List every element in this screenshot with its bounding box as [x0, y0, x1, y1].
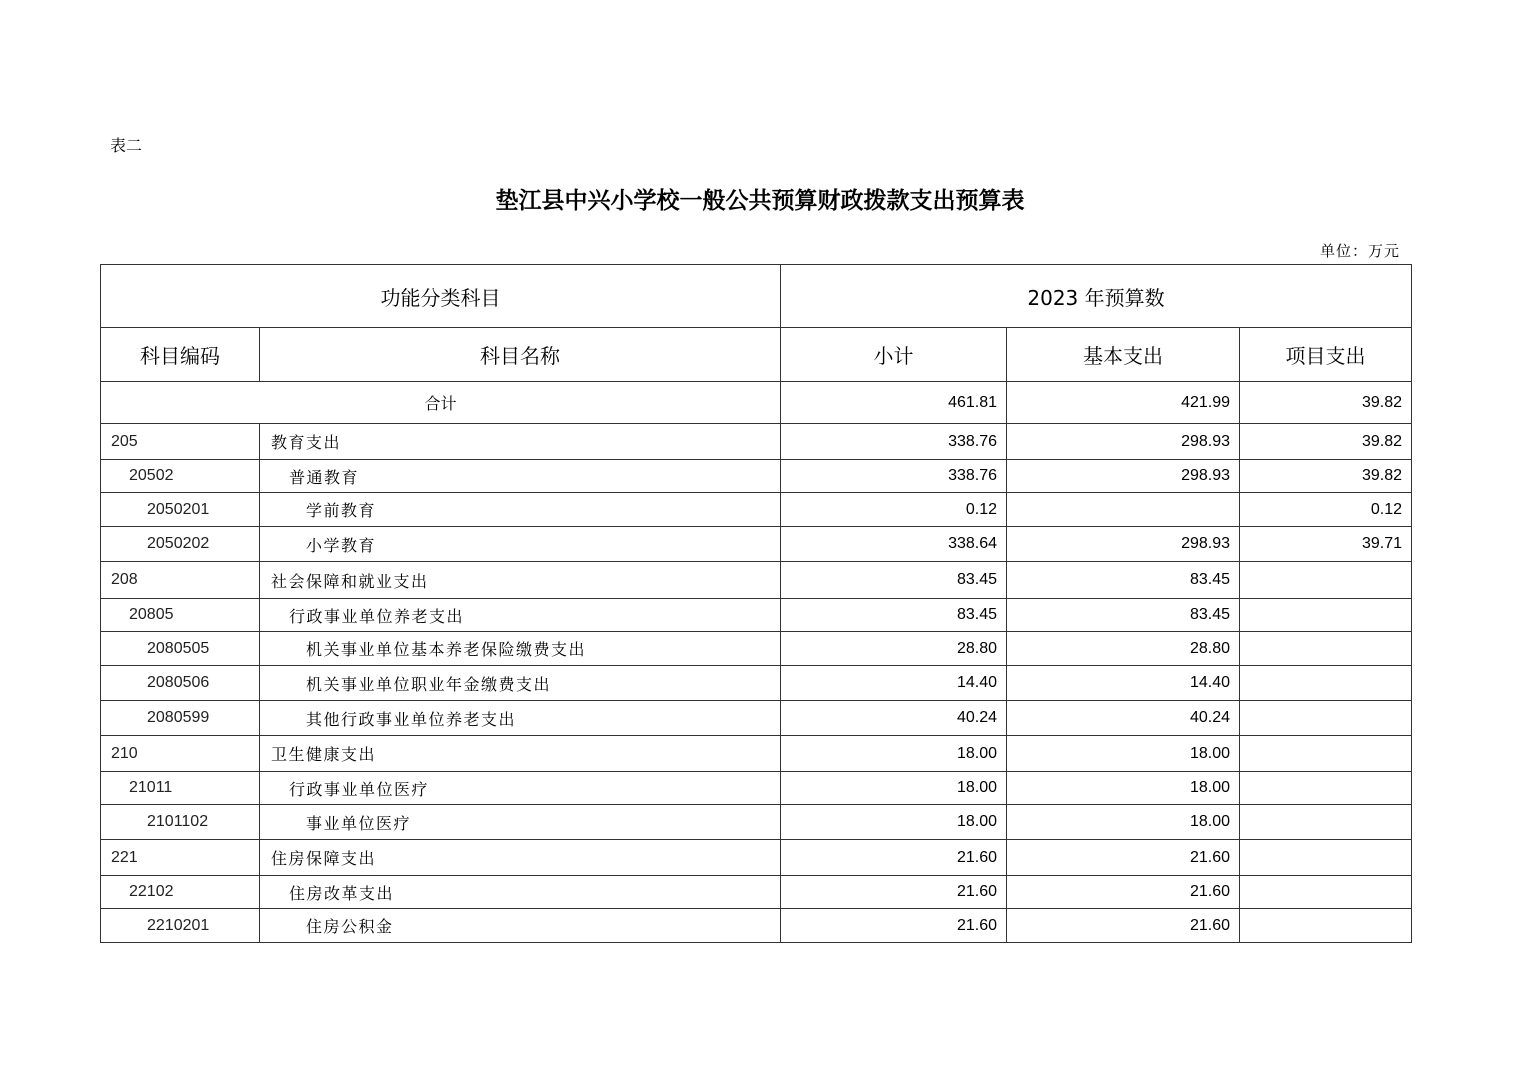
row-subtotal: 83.45	[781, 562, 1007, 599]
row-basic: 18.00	[1007, 772, 1240, 805]
row-basic	[1007, 493, 1240, 527]
row-subtotal: 21.60	[781, 840, 1007, 876]
row-subtotal: 28.80	[781, 632, 1007, 666]
row-name: 住房保障支出	[260, 840, 781, 876]
table-row	[101, 632, 1412, 666]
row-subtotal: 14.40	[781, 666, 1007, 701]
row-basic: 21.60	[1007, 909, 1240, 943]
table-row	[101, 909, 1412, 943]
row-name: 行政事业单位养老支出	[260, 599, 781, 632]
row-subtotal: 18.00	[781, 805, 1007, 840]
row-project	[1240, 805, 1412, 840]
row-subtotal: 338.64	[781, 527, 1007, 562]
row-code: 2080599	[101, 701, 260, 736]
row-basic: 21.60	[1007, 876, 1240, 909]
row-project	[1240, 840, 1412, 876]
row-basic: 83.45	[1007, 599, 1240, 632]
header-project: 项目支出	[1240, 328, 1412, 382]
row-name: 学前教育	[260, 493, 781, 527]
row-basic: 298.93	[1007, 460, 1240, 493]
table-row	[101, 424, 1412, 460]
total-project: 39.82	[1240, 382, 1412, 424]
row-subtotal: 21.60	[781, 876, 1007, 909]
total-row	[101, 382, 1412, 424]
row-code: 2080506	[101, 666, 260, 701]
row-project: 39.82	[1240, 460, 1412, 493]
row-name: 行政事业单位医疗	[260, 772, 781, 805]
header-year-budget: 2023 年预算数	[781, 265, 1412, 328]
row-code: 205	[101, 424, 260, 460]
row-subtotal: 0.12	[781, 493, 1007, 527]
row-project	[1240, 599, 1412, 632]
header-category: 功能分类科目	[101, 265, 781, 328]
row-project	[1240, 876, 1412, 909]
table-row	[101, 701, 1412, 736]
row-subtotal: 83.45	[781, 599, 1007, 632]
header-row-top	[101, 265, 1412, 328]
row-code: 20805	[101, 599, 260, 632]
table-row	[101, 805, 1412, 840]
row-code: 21011	[101, 772, 260, 805]
table-row	[101, 840, 1412, 876]
row-name: 住房改革支出	[260, 876, 781, 909]
row-project	[1240, 562, 1412, 599]
table-row	[101, 736, 1412, 772]
row-name: 事业单位医疗	[260, 805, 781, 840]
table-row	[101, 460, 1412, 493]
row-basic: 18.00	[1007, 736, 1240, 772]
row-code: 22102	[101, 876, 260, 909]
header-code: 科目编码	[101, 328, 260, 382]
header-name: 科目名称	[260, 328, 781, 382]
row-basic: 14.40	[1007, 666, 1240, 701]
row-basic: 40.24	[1007, 701, 1240, 736]
table-label: 表二	[110, 136, 143, 155]
row-code: 2080505	[101, 632, 260, 666]
row-basic: 21.60	[1007, 840, 1240, 876]
unit-label: 单位：万元	[1319, 242, 1400, 260]
row-name: 小学教育	[260, 527, 781, 562]
header-row-sub	[101, 328, 1412, 382]
table-row	[101, 666, 1412, 701]
row-basic: 18.00	[1007, 805, 1240, 840]
row-subtotal: 18.00	[781, 736, 1007, 772]
row-subtotal: 21.60	[781, 909, 1007, 943]
row-project	[1240, 909, 1412, 943]
row-project	[1240, 666, 1412, 701]
table-row	[101, 527, 1412, 562]
row-name: 教育支出	[260, 424, 781, 460]
header-basic: 基本支出	[1007, 328, 1240, 382]
row-name: 机关事业单位职业年金缴费支出	[260, 666, 781, 701]
table-row	[101, 876, 1412, 909]
row-subtotal: 18.00	[781, 772, 1007, 805]
table-row	[101, 493, 1412, 527]
total-subtotal: 461.81	[781, 382, 1007, 424]
row-basic: 83.45	[1007, 562, 1240, 599]
row-name: 卫生健康支出	[260, 736, 781, 772]
page-title: 垫江县中兴小学校一般公共预算财政拨款支出预算表	[495, 187, 1025, 214]
row-code: 20502	[101, 460, 260, 493]
budget-table	[100, 264, 1412, 943]
table-row	[101, 599, 1412, 632]
row-subtotal: 338.76	[781, 424, 1007, 460]
row-name: 社会保障和就业支出	[260, 562, 781, 599]
row-name: 机关事业单位基本养老保险缴费支出	[260, 632, 781, 666]
row-code: 208	[101, 562, 260, 599]
row-code: 2050202	[101, 527, 260, 562]
row-code: 2210201	[101, 909, 260, 943]
row-project	[1240, 632, 1412, 666]
row-code: 2101102	[101, 805, 260, 840]
row-basic: 298.93	[1007, 424, 1240, 460]
total-label: 合计	[101, 382, 781, 424]
total-basic: 421.99	[1007, 382, 1240, 424]
row-project	[1240, 701, 1412, 736]
table-row	[101, 772, 1412, 805]
header-subtotal: 小计	[781, 328, 1007, 382]
row-name: 住房公积金	[260, 909, 781, 943]
row-project	[1240, 736, 1412, 772]
row-subtotal: 338.76	[781, 460, 1007, 493]
row-basic: 28.80	[1007, 632, 1240, 666]
row-project: 39.82	[1240, 424, 1412, 460]
row-name: 普通教育	[260, 460, 781, 493]
row-code: 221	[101, 840, 260, 876]
row-project	[1240, 772, 1412, 805]
row-basic: 298.93	[1007, 527, 1240, 562]
row-project: 0.12	[1240, 493, 1412, 527]
table-row	[101, 562, 1412, 599]
row-subtotal: 40.24	[781, 701, 1007, 736]
row-project: 39.71	[1240, 527, 1412, 562]
row-code: 210	[101, 736, 260, 772]
row-code: 2050201	[101, 493, 260, 527]
row-name: 其他行政事业单位养老支出	[260, 701, 781, 736]
